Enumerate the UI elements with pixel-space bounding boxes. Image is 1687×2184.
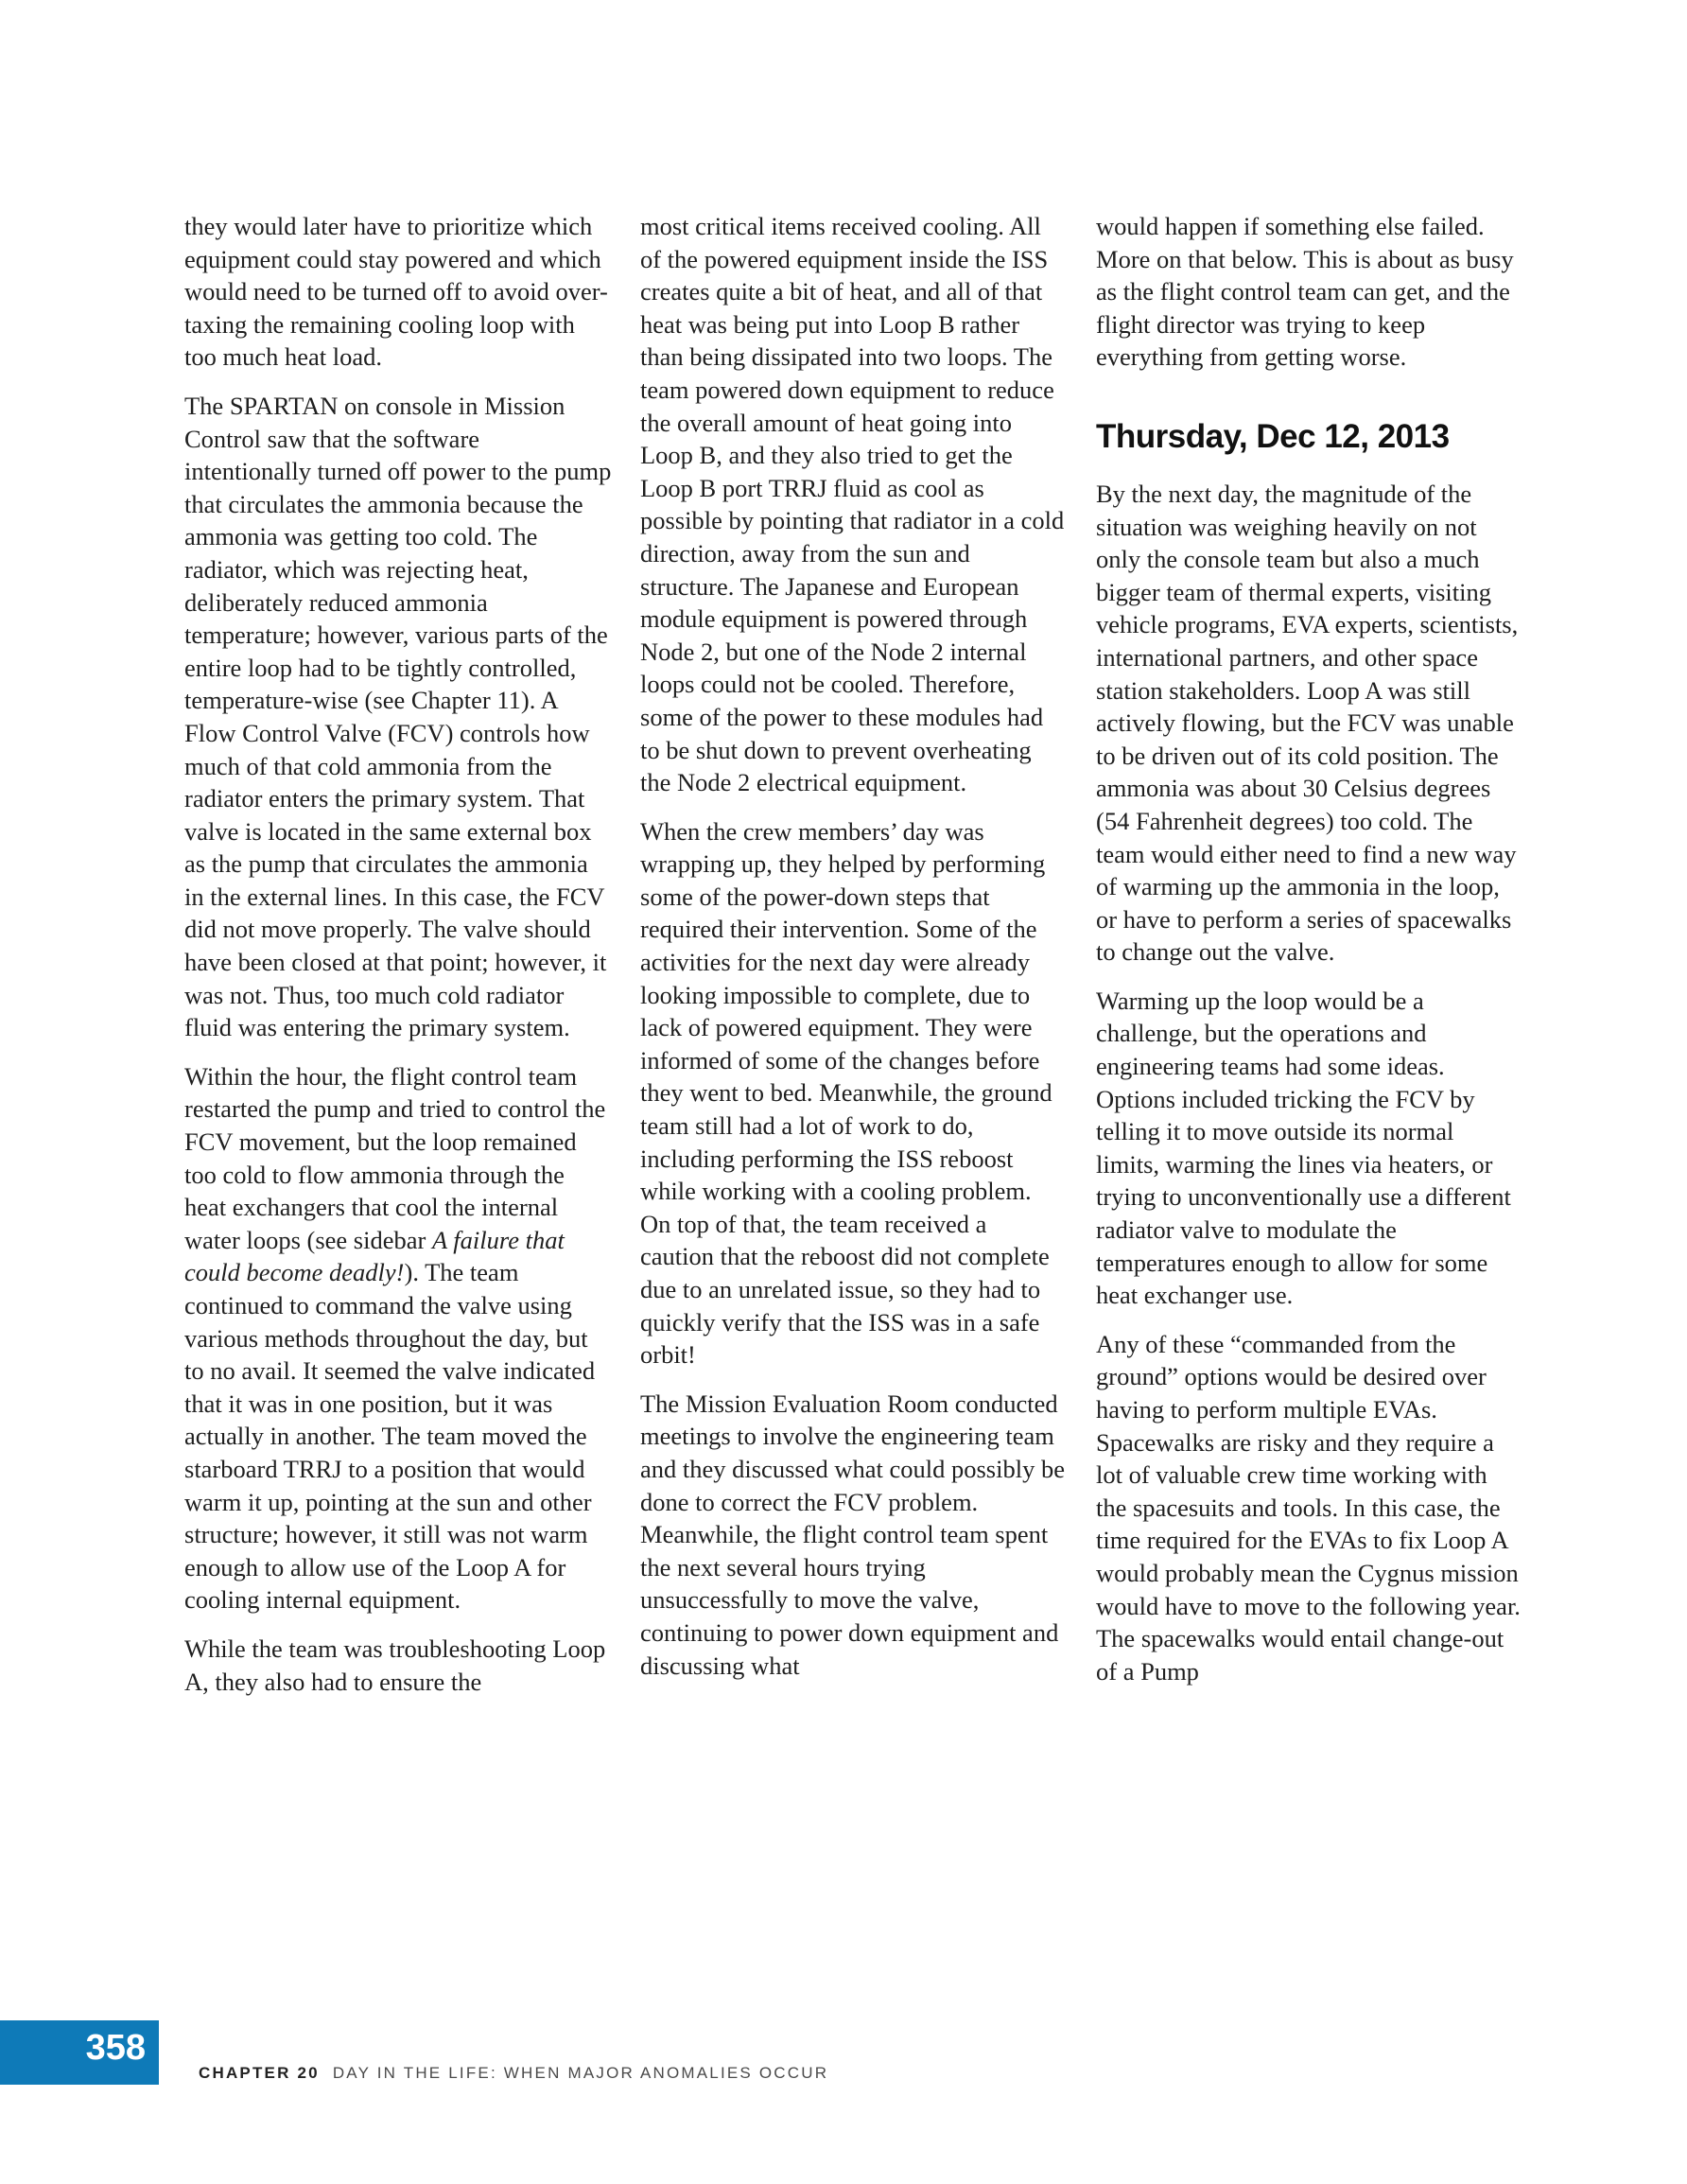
paragraph: When the crew members’ day was wrapping up, they helped by performing some of the power-down steps that required their intervention. Some of the activities for the next day were already looking impossible to complete, due to lack of powered equipment. They were informed of some of the changes before they went to bed. Meanwhile, the ground team still had a lot of work to do, including performing the ISS reboost while working with a cooling problem. On top of that, the team received a caution that the reboost did not complete due to an unrelated issue, so they had to quickly verify that the ISS was in a safe orbit! <box>640 816 1052 1370</box>
paragraph-text: Within the hour, the flight control team restarted the pump and tried to control the FCV movement, but the loop remained too cold to flow ammonia through the heat exchangers that cool the internal water loops (see sidebar <box>184 1061 606 1254</box>
paragraph: Any of these “commanded from the ground” options would be desired over having to perform multiple EVAs. Spacewalks are risky and they require a lot of valuable crew time working with the spacesuits and tools. In this case, the time required for the EVAs to fix Loop A would probably mean the Cygnus mission would have to move to the following year. The spacewalks would entail change-out of a Pump <box>1096 1329 1521 1686</box>
chapter-label: CHAPTER 20 <box>199 2064 320 2082</box>
paragraph: they would later have to prioritize which equipment could stay powered and which would need to be turned off to avoid over-taxing the remaining cooling loop with too much heat load. <box>184 212 608 372</box>
column-3 <box>1096 210 1522 1704</box>
paragraph-text: ). The team continued to command the valve using various methods throughout the day, but to no avail. It seemed the valve indicated that it was in one position, but it was actually in another. The team moved the starboard TRRJ to a position that would warm it up, pointing at the sun and other structure; however, it still was not warm enough to allow use of the Loop A for cooling internal equipment. <box>184 1258 596 1615</box>
paragraph: The SPARTAN on console in Mission Control saw that the software intentionally turned off power to the pump that circulates the ammonia because the ammonia was getting too cold. The radiator, which was rejecting heat, deliberately reduced ammonia temperature; however, various parts of the entire loop had to be tightly controlled, temperature-wise (see Chapter 11). A Flow Control Valve (FCV) controls how much of that cold ammonia from the radiator enters the primary system. That valve is located in the same external box as the pump that circulates the ammonia in the external lines. In this case, the FCV did not move properly. The valve should have been closed at that point; however, it was not. Thus, too much cold radiator fluid was entering the primary system. <box>184 391 612 1042</box>
column-2 <box>640 210 1066 1698</box>
paragraph <box>184 1060 612 1616</box>
paragraph: While the team was troubleshooting Loop A, they also had to ensure the <box>184 1634 606 1696</box>
paragraph: The Mission Evaluation Room conducted meetings to involve the engineering team and they discussed what could possibly be done to correct the FCV problem. Meanwhile, the flight control team spent the next several hours trying unsuccessfully to move the valve, continuing to power down equipment and discussing what <box>640 1389 1065 1680</box>
chapter-title: DAY IN THE LIFE: WHEN MAJOR ANOMALIES OCCUR <box>332 2064 829 2082</box>
paragraph: Warming up the loop would be a challenge, but the operations and engineering teams had some ideas. Options included tricking the FCV by telling it to move outside its normal limits, warming the lines via heaters, or trying to unconventionally use a different radiator valve to modulate the temperatures enough to allow for some heat exchanger use. <box>1096 986 1511 1310</box>
section-heading: Thursday, Dec 12, 2013 <box>1096 417 1450 455</box>
page-number: 358 <box>85 2028 146 2068</box>
paragraph: By the next day, the magnitude of the situation was weighing heavily on not only the console team but also a much bigger team of thermal experts, visiting vehicle programs, EVA experts, scientists, international partners, and other space station stakeholders. Loop A was still actively flowing, but the FCV was unable to be driven out of its cold position. The ammonia was about 30 Celsius degrees (54 Fahrenheit degrees) too cold. The team would either need to find a new way of warming up the ammonia in the loop, or have to perform a series of spacewalks to change out the valve. <box>1096 479 1519 967</box>
paragraph: most critical items received cooling. All of the powered equipment inside the ISS creates quite a bit of heat, and all of that heat was being put into Loop B rather than being dissipated into two loops. The team powered down equipment to reduce the overall amount of heat going into Loop B, and they also tried to get the Loop B port TRRJ fluid as cool as possible by pointing that radiator in a cold direction, away from the sun and structure. The Japanese and European module equipment is powered through Node 2, but one of the Node 2 internal loops could not be cooled. Therefore, some of the power to these modules had to be shut down to prevent overheating the Node 2 electrical equipment. <box>640 212 1065 797</box>
column-1 <box>184 210 612 1714</box>
running-footer <box>199 2064 828 2083</box>
page-number-box <box>0 2020 159 2085</box>
sidebar-reference: A failure that could become deadly! <box>184 1225 565 1287</box>
paragraph: would happen if something else failed. More on that below. This is about as busy as the flight control team can get, and the flight director was trying to keep everything from getting worse. <box>1096 212 1514 372</box>
